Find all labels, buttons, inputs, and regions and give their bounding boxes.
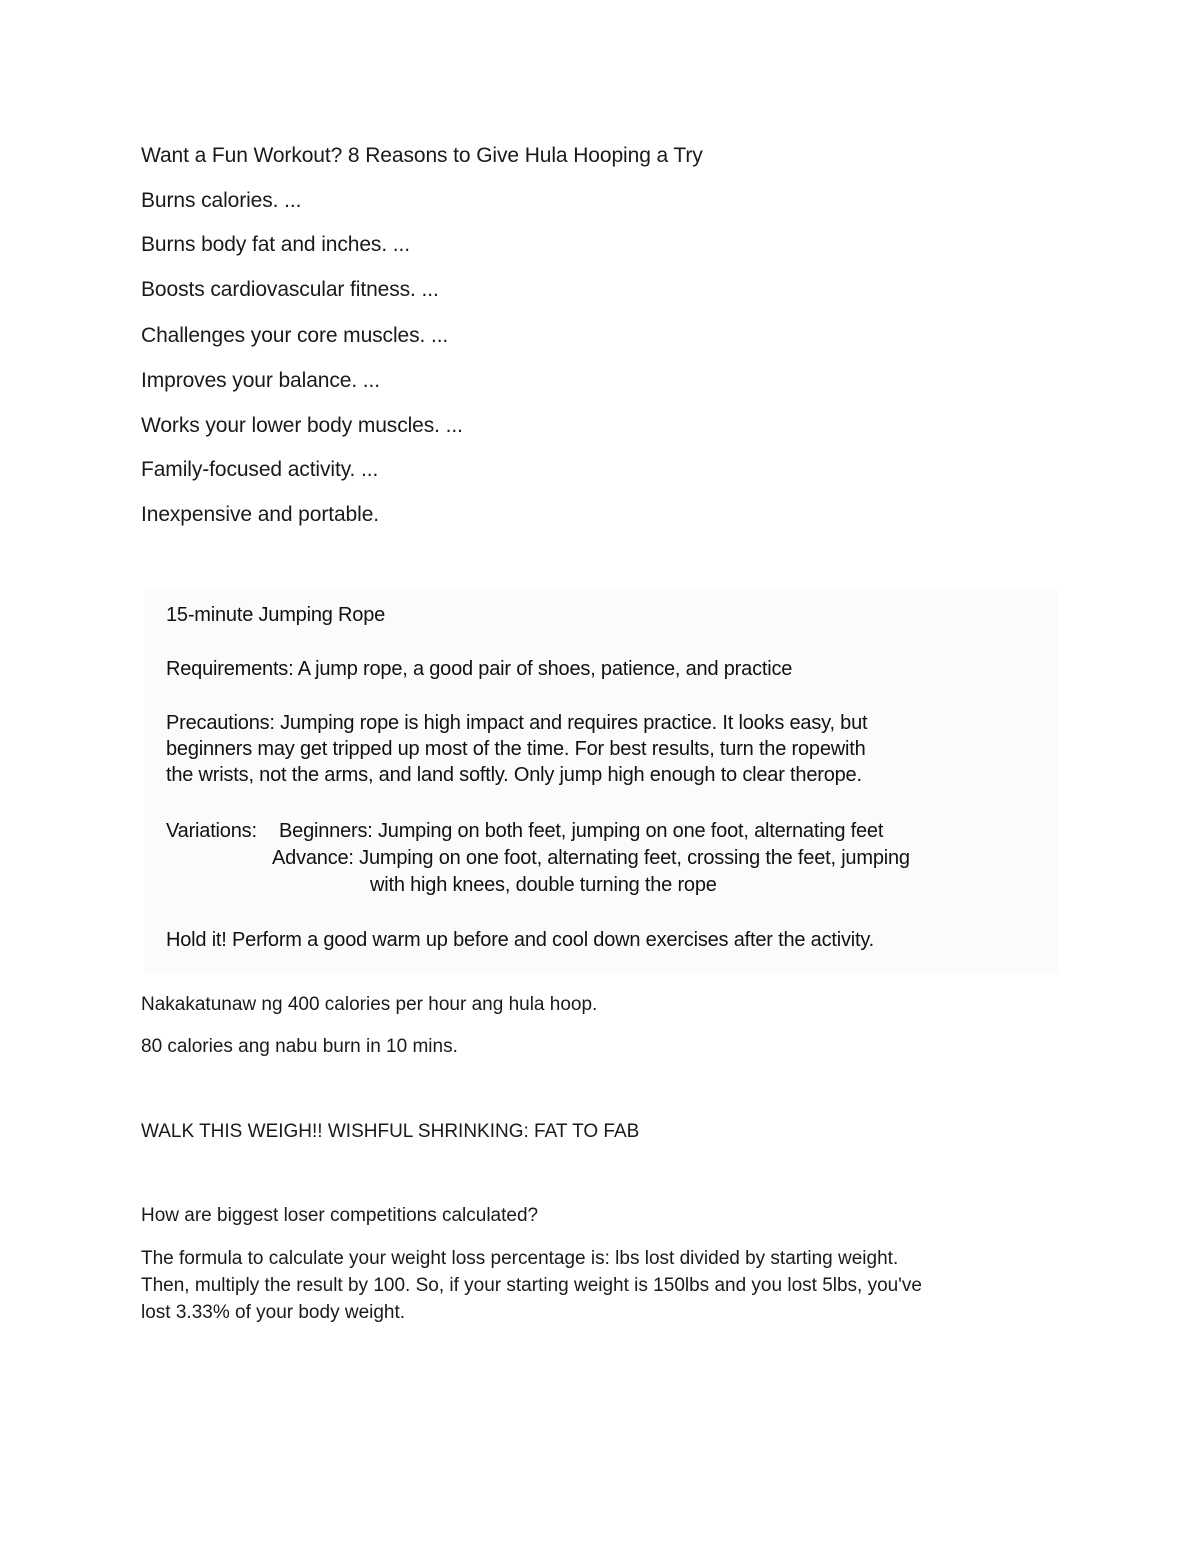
jump-rope-hold-it	[166, 927, 874, 953]
jump-rope-precautions-3: the wrists, not the arms, and land softly. Only jump high enough to clear therope.	[166, 764, 862, 786]
jump-rope-precautions-2: beginners may get tripped up most of the time. For best results, turn the ropewith	[166, 738, 866, 760]
jump-rope-variations-beginners: Beginners: Jumping on both feet, jumping on one foot, alternating feet	[279, 820, 884, 842]
reason-item: Works your lower body muscles. ...	[141, 414, 463, 437]
jump-rope-variations-advance-2: with high knees, double turning the rope	[370, 874, 717, 896]
reason-item: Family-focused activity. ...	[141, 458, 379, 481]
answer-paragraph	[141, 1245, 1041, 1326]
question: How are biggest loser competitions calculated?	[141, 1205, 539, 1226]
reason-item: Boosts cardiovascular fitness. ...	[141, 278, 439, 301]
hold-it-label: Hold it!	[166, 929, 227, 951]
reason-item: Burns body fat and inches. ...	[141, 233, 410, 256]
answer-line: lost 3.33% of your body weight.	[141, 1302, 406, 1323]
jump-rope-image	[144, 588, 1058, 973]
answer-line: Then, multiply the result by 100. So, if your starting weight is 150lbs and you lost 5lbs, you've	[141, 1275, 922, 1296]
hold-it-text: Perform a good warm up before and cool down exercises after the activity.	[232, 929, 875, 951]
note-calories-10min: 80 calories ang nabu burn in 10 mins.	[141, 1036, 458, 1057]
hula-title: Want a Fun Workout? 8 Reasons to Give Hula Hooping a Try	[141, 144, 703, 167]
reason-item: Burns calories. ...	[141, 189, 302, 212]
reason-item: Challenges your core muscles. ...	[141, 324, 449, 347]
jump-rope-precautions-1: Precautions: Jumping rope is high impact and requires practice. It looks easy, but	[166, 712, 868, 734]
answer-line: The formula to calculate your weight loss percentage is: lbs lost divided by starting weight.	[141, 1248, 899, 1269]
reason-item: Improves your balance. ...	[141, 369, 381, 392]
jump-rope-requirements: Requirements: A jump rope, a good pair of shoes, patience, and practice	[166, 658, 793, 680]
reason-item: Inexpensive and portable.	[141, 503, 380, 526]
jump-rope-variations-label: Variations:	[166, 820, 257, 842]
section-heading: WALK THIS WEIGH!! WISHFUL SHRINKING: FAT TO FAB	[141, 1121, 640, 1142]
jump-rope-variations-advance-1: Advance: Jumping on one foot, alternating feet, crossing the feet, jumping	[272, 847, 910, 869]
note-calories-hour: Nakakatunaw ng 400 calories per hour ang hula hoop.	[141, 994, 598, 1015]
jump-rope-title: 15-minute Jumping Rope	[166, 604, 386, 626]
